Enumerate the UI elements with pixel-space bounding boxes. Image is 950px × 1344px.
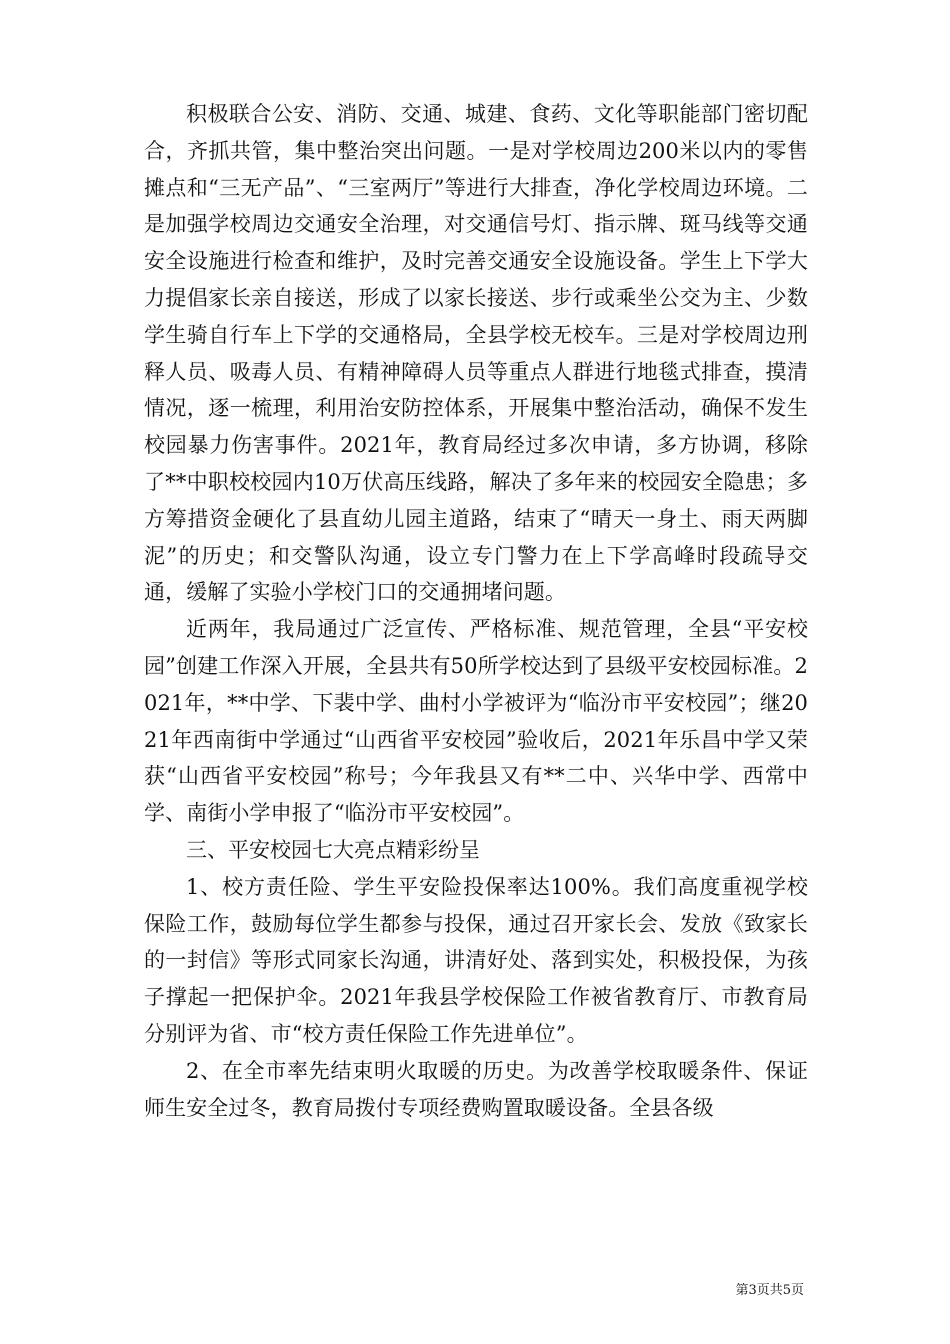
section-heading: 三、平安校园七大亮点精彩纷呈 — [186, 837, 480, 862]
paragraph-safe-campus-creation: 近两年，我局通过广泛宣传、严格标准、规范管理，全县“平安校园”创建工作深入开展，全县共有50所学校达到了县级平安校园标准。2021年，**中学、下裴中学、曲村小学被评为“临汾市平安校园”；继2021年西南街中学通过“山西省平安校园”验收后，2021年乐昌中学又荣获“山西省平安校园”称号；今年我县又有**二中、兴华中学、西常中学、南街小学申报了“临汾市平安校园”。 — [144, 617, 808, 826]
body-text — [144, 96, 808, 1126]
page-number: 第3页共5页 — [735, 1283, 804, 1298]
item-insurance: 1、校方责任险、学生平安险投保率达100%。我们高度重视学校保险工作，鼓励每位学生都参与投保，通过召开家长会、发放《致家长的一封信》等形式同家长沟通，讲清好处、落到实处，积极投保，为孩子撑起一把保护伞。2021年我县学校保险工作被省教育厅、市教育局分别评为省、市“校方责任保险工作先进单位”。 — [144, 874, 808, 1046]
item-heating: 2、在全市率先结束明火取暖的历史。为改善学校取暖条件、保证师生安全过冬，教育局拨付专项经费购置取暖设备。全县各级 — [144, 1058, 808, 1120]
paragraph-safety-rectification: 积极联合公安、消防、交通、城建、食药、文化等职能部门密切配合，齐抓共管，集中整治突出问题。一是对学校周边200米以内的零售摊点和“三无产品”、“三室两厅”等进行大排查，净化学校周边环境。二是加强学校周边交通安全治理，对交通信号灯、指示牌、斑马线等交通安全设施进行检查和维护，及时完善交通安全设施设备。学生上下学大力提倡家长亲自接送，形成了以家长接送、步行或乘坐公交为主、少数学生骑自行车上下学的交通格局，全县学校无校车。三是对学校周边刑释人员、吸毒人员、有精神障碍人员等重点人群进行地毯式排查，摸清情况，逐一梳理，利用治安防控体系，开展集中整治活动，确保不发生校园暴力伤害事件。2021年，教育局经过多次申请，多方协调，移除了**中职校校园内10万伏高压线路，解决了多年来的校园安全隐患；多方筹措资金硬化了县直幼儿园主道路，结束了“晴天一身土、雨天两脚泥”的历史；和交警队沟通，设立专门警力在上下学高峰时段疏导交通，缓解了实验小学校门口的交通拥堵问题。 — [144, 102, 808, 605]
